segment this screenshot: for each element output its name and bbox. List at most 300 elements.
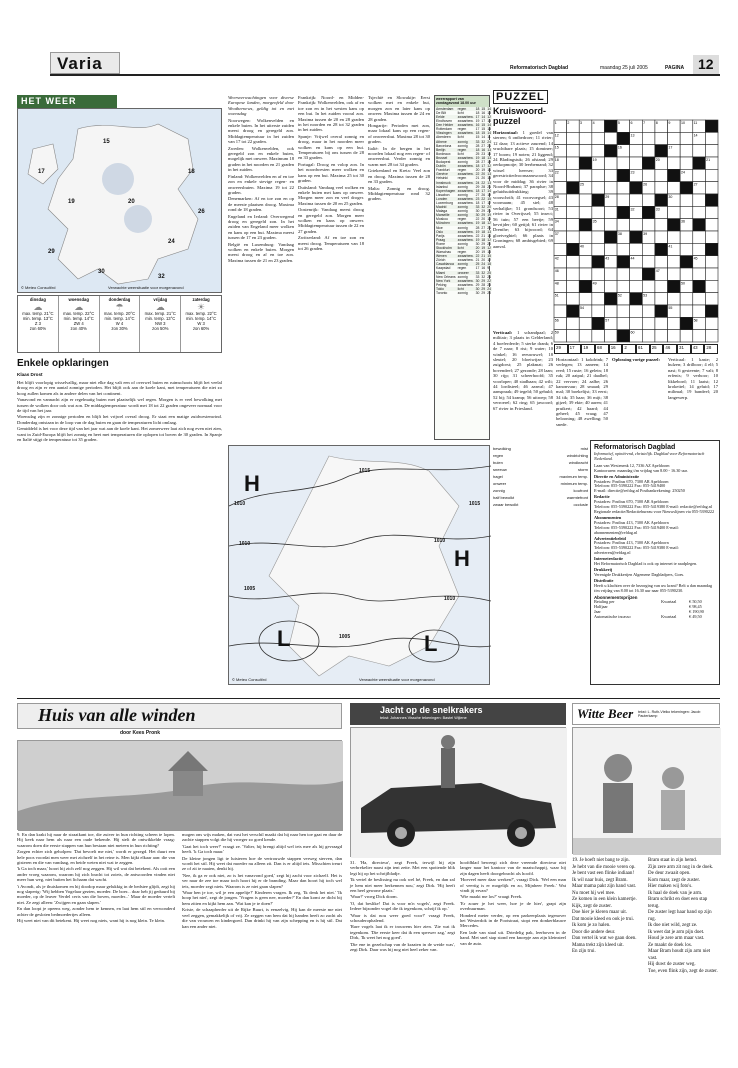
crossword-cell bbox=[655, 293, 668, 305]
crossword-number: 40 bbox=[580, 244, 585, 249]
crossword-block bbox=[567, 182, 580, 194]
crossword-block bbox=[579, 280, 592, 292]
crossword-cell bbox=[693, 305, 706, 317]
city-cell: zonnig bbox=[457, 262, 475, 266]
city-cell: 20 bbox=[475, 168, 480, 173]
city-cell: licht bbox=[457, 287, 475, 291]
crossword-cell bbox=[642, 305, 655, 317]
city-cell: Amsterdam bbox=[435, 107, 457, 111]
rate-cell: Halfjaar bbox=[594, 604, 608, 610]
horizontaal-clues: 1 goedel van sterren; 6 ontbedroer; 11 rivier; 12 daar; 13 actieve zaurend; 14 vruchtbare plaats; 15 dominee; 17 boom; 19 noten; 21 liggend; 24 Bladingstuk; 26 afstand; 29 oerkopmotje; 30 leerbemand; 32 wissel heerser; 33 gerestrictiedvoornaamwoord; 34 voor de middag; 36 rivier in Noord-Brabant; 37 paraplue; 38 geluidsuitdrukking; 39 voorschrift; 41 voorvoegsel; 43 voornaam; 45 stel; 48 verhalijke; 51 grondsoort; 53 rivier in Overijssel; 55 insect; 56 tuin; 57 een beetje; 59 bevrijder; 60 getijd; 61 rivier in Drenthe; 63 bijwoord; 64 gloeiveghiel; 66 plaats in Groningen; 68 ambtsgebied; 69 aanval. bbox=[493, 130, 553, 249]
city-cell: Bordeaux bbox=[436, 151, 451, 156]
forecast-wind: W 3 bbox=[197, 320, 205, 326]
city-cell: regen bbox=[457, 107, 475, 111]
city-cell: 29 bbox=[475, 184, 480, 189]
colophon-line: Redactie bbox=[594, 494, 610, 500]
city-cell: 15 bbox=[481, 123, 486, 128]
city-cell: 14 bbox=[487, 188, 491, 193]
comic2-illustration bbox=[350, 727, 566, 857]
city-cell: 19 bbox=[475, 237, 480, 242]
city-cell: 18 bbox=[475, 110, 480, 115]
city-cell: 20 bbox=[487, 291, 491, 296]
paragraph: Hij weet niet van dit betekent. Hij weet nog niets, want hij is nog klein. Te klein. bbox=[17, 918, 166, 924]
city-cell: 14 bbox=[487, 233, 491, 238]
crossword-cell bbox=[668, 157, 681, 169]
legend-label: regen bbox=[493, 453, 504, 458]
crossword-number: 27 bbox=[693, 182, 698, 187]
colophon-line: Internetredactie bbox=[594, 556, 623, 562]
forecast-sun: zon 50% bbox=[152, 325, 169, 331]
crossword-cell bbox=[642, 169, 655, 181]
paragraph: Frankrijk: Noord- en Midden-Frankrijk: Wolkenvelden, ook af en toe zon en in het westen kans op een bui. In het zuiden vooral zon. Maxima tussen de 20 en 28 graden in het noorden en 28 tot 32 graden in het zuiden. bbox=[298, 95, 364, 133]
city-cell: Eelde bbox=[435, 115, 457, 119]
crossword-block bbox=[630, 231, 643, 243]
city-cell: 18 bbox=[475, 188, 480, 193]
crossword-block bbox=[680, 317, 693, 329]
crossword-cell bbox=[705, 317, 718, 329]
comic1-header bbox=[17, 703, 342, 729]
city-cell: Nice bbox=[436, 225, 443, 230]
city-cell: 19 bbox=[481, 250, 486, 255]
crossword-block bbox=[592, 256, 605, 268]
city-cell: Rotterdam bbox=[436, 127, 452, 132]
crossword-cell bbox=[604, 169, 617, 181]
colophon-line: Heeft u klachten over de bezorging van uw krant? Belt u dan maandag t/m vrijdag van 8.00 tot 16.30 uur naar 055-5390230. bbox=[594, 582, 713, 593]
crossword-cell bbox=[579, 145, 592, 157]
city-cell: zwaarbew. bbox=[457, 254, 474, 259]
crossword-number: 13 bbox=[630, 133, 635, 138]
city-cell: regen bbox=[457, 266, 467, 271]
verse-line: Je hebt van die mooie veren op. bbox=[572, 864, 636, 870]
legend-label: sneeuw bbox=[493, 467, 507, 472]
colophon-line: Postadres: Postbus 670, 7300 AR Apeldoorn bbox=[594, 478, 669, 484]
colophon-line: Regionale redactie/Redactiebureau voor Nieuwslijnen via 055-5390222 bbox=[594, 508, 715, 514]
verse-line: Ik haal de doek van je arm. bbox=[648, 890, 703, 896]
crossword-cell bbox=[705, 280, 718, 292]
legend-label: mist bbox=[580, 446, 588, 451]
crossword-block bbox=[592, 317, 605, 329]
colophon-line: Directie en Administratie bbox=[594, 473, 640, 479]
crossword-number: 55 bbox=[668, 306, 673, 310]
crossword-number: 30 bbox=[668, 195, 673, 199]
paragraph: 'O, dat beslike! Dat is voor m'n vogels', zegt Freek. Iedere bijzonder vogel die ik tegenkom, schrijf ik op.' bbox=[350, 900, 455, 912]
city-cell: 20 bbox=[475, 250, 480, 255]
crossword-block bbox=[655, 145, 668, 157]
verse-line: Ze maakt de doek los. bbox=[648, 942, 693, 948]
crossword-cell bbox=[705, 330, 718, 342]
crossword-cell bbox=[592, 182, 605, 194]
verse-line: Ik wil naar huis, zegt Bram. bbox=[572, 877, 628, 883]
paragraph: Malta: Zonnig en droog. Middagtemperatuur rond 32 graden. bbox=[368, 185, 430, 202]
crossword-number: 45 bbox=[693, 256, 698, 261]
crossword-cell bbox=[705, 169, 718, 181]
crossword-cell bbox=[592, 330, 605, 342]
sun-icon: ☀ bbox=[197, 302, 206, 312]
crossword-cell bbox=[642, 132, 655, 144]
puzzle-title: Kruiswoord-puzzel bbox=[493, 106, 546, 126]
crossword-block bbox=[617, 330, 630, 342]
city-cell: 18 bbox=[475, 164, 480, 169]
crossword-number: 29 bbox=[605, 195, 610, 199]
legend-row bbox=[493, 473, 588, 480]
comic3-credits: tekst: L. Ruth-Vleiko tekeningen: Jacob Pauterkamp bbox=[638, 710, 701, 719]
forecast-day bbox=[59, 296, 100, 352]
city-cell: licht bbox=[457, 135, 464, 140]
crossword-block bbox=[604, 231, 617, 243]
forecast-day bbox=[140, 296, 181, 352]
europe-map-svg bbox=[18, 109, 223, 294]
colophon-line: Abonnementen bbox=[594, 514, 622, 520]
forecast-max: max. temp. 22°C bbox=[63, 311, 95, 316]
crossword-number: 28 bbox=[554, 195, 559, 199]
crossword-cell bbox=[579, 132, 592, 144]
verse-line: Nu moet hij wel mee. bbox=[572, 890, 616, 896]
crossword-cell bbox=[592, 145, 605, 157]
city-cell: 18 bbox=[475, 200, 480, 205]
crossword-cell bbox=[579, 206, 592, 218]
crossword-number: 54 bbox=[580, 306, 585, 310]
city-cell: 28 bbox=[481, 282, 486, 287]
verse-line: Houd je zere arm maar vast. bbox=[648, 936, 705, 941]
crossword-cell bbox=[567, 132, 580, 144]
verse-line: Dat mooie kleed en ook je trui. bbox=[572, 916, 635, 922]
verse-line: Toe, even flink zijn, zegt de zuster. bbox=[648, 968, 718, 974]
crossword-block bbox=[642, 157, 655, 169]
crossword-cell bbox=[567, 280, 580, 292]
city-cell: 20 bbox=[481, 258, 486, 263]
city-cell: zwaarbew. bbox=[457, 155, 474, 160]
crossword-block bbox=[680, 182, 693, 194]
pressure-label: 1015 bbox=[359, 468, 371, 474]
city-cell: zwaarbew. bbox=[457, 221, 474, 226]
comic1-col1 bbox=[17, 832, 175, 1062]
city-cell: 18 bbox=[481, 221, 486, 226]
legend-row bbox=[493, 452, 588, 459]
crossword-block bbox=[693, 157, 706, 169]
forecast-sun: zon 40% bbox=[70, 325, 87, 331]
verticaal-label: Verticaal: bbox=[493, 330, 513, 335]
weather-logo-text: HET WEER bbox=[21, 96, 77, 106]
crossword-cell bbox=[592, 206, 605, 218]
city-table-header: weerrapport van zondagavond 18.00 uur bbox=[435, 96, 489, 107]
city-cell: zwaarbew. bbox=[457, 164, 474, 169]
paragraph: 9. En dan krakt hij naar de straatkant toe, die zuiver in hun richting scheen te lopen. Hij keek naar hem als naar een oude bekende. Hij stelt de ontwikkelde vraag: waarom doen die eerste stappen van hun bestaan niet meteen in hun richting? bbox=[17, 832, 175, 848]
crossword-cell bbox=[579, 330, 592, 342]
crossword-cell bbox=[567, 256, 580, 268]
paragraph: 'Er zouer je het weer, hoe je de hier', grapt zijn overbuurman. bbox=[460, 900, 566, 912]
crossword-number: 19 bbox=[592, 158, 597, 162]
city-cell: 15 bbox=[481, 131, 486, 136]
crossword-cell bbox=[604, 268, 617, 280]
crossword-number: 5 bbox=[617, 121, 620, 125]
city-cell: 24 bbox=[475, 180, 480, 185]
city-cell: Praag bbox=[435, 238, 457, 242]
europe-forecast-col1 bbox=[228, 95, 294, 350]
isobar-caption: Verwachte weersituatie voor morgenavond bbox=[359, 677, 435, 682]
city-cell: 13 bbox=[487, 147, 491, 152]
verse-line: Ik weet dat je arm pijn doet. bbox=[648, 929, 705, 935]
rate-cell: Automatische incasso bbox=[594, 614, 631, 620]
crossword-block bbox=[655, 194, 668, 206]
puzzle-solution-col1 bbox=[556, 357, 608, 437]
crossword-number: 41 bbox=[668, 244, 673, 249]
city-cell: 25 bbox=[475, 262, 480, 267]
city-cell: 17 bbox=[481, 188, 486, 193]
legend-row bbox=[493, 480, 588, 487]
section-title-box bbox=[50, 52, 120, 74]
article-opklaringen bbox=[17, 358, 222, 610]
high-pressure-label: H bbox=[454, 546, 470, 571]
crossword-cell bbox=[630, 243, 643, 255]
city-cell: 30 bbox=[475, 286, 480, 291]
city-cell: 13 bbox=[487, 155, 491, 160]
puzzle-logo-text: PUZZEL bbox=[496, 91, 545, 103]
city-cell: 19 bbox=[487, 192, 491, 197]
page-label: PAGINA bbox=[665, 65, 685, 71]
city-cell: zonnig bbox=[457, 213, 475, 217]
city-cell: 21 bbox=[487, 143, 491, 148]
city-cell: zwaarbew. bbox=[457, 237, 474, 242]
city-cell: 21 bbox=[475, 258, 480, 263]
forecast-day-label: dinsdag bbox=[29, 297, 46, 302]
crossword-cell bbox=[655, 169, 668, 181]
crossword-block bbox=[642, 268, 655, 280]
crossword-number: 1 bbox=[554, 121, 557, 125]
rate-cell: Betaling per bbox=[594, 599, 615, 605]
crossword-cell bbox=[668, 256, 681, 268]
crossword-cell bbox=[655, 219, 668, 231]
comic1-drawing bbox=[18, 741, 343, 831]
crossword-cell bbox=[642, 330, 655, 342]
crossword-number: 16 bbox=[617, 145, 622, 150]
crossword-cell bbox=[630, 157, 643, 169]
city-cell: Kopenhagen bbox=[436, 188, 456, 193]
paragraph: Vanavond en vannacht zijn er regelmatig buien met plaatselijk wel regen. Morgen is er veel bewolking met tussen de wolken door ook wat zon. De middagtemperatuur wordt met 18 tot 22 graden ongeveer normaal voor de tijd van het jaar. bbox=[17, 397, 222, 414]
city-cell: 13 bbox=[487, 172, 491, 177]
map-caption: Verwachte weersituatie voor morgenavond bbox=[108, 285, 184, 290]
city-table-wrap bbox=[434, 95, 490, 440]
verse-line: Kijk, zegt de zuster. bbox=[572, 903, 612, 909]
city-cell: 19 bbox=[475, 229, 480, 234]
comic3-header bbox=[572, 703, 720, 725]
comic3-verse-left bbox=[572, 858, 644, 1063]
comic2-col2 bbox=[460, 860, 566, 1060]
crossword-cell bbox=[693, 169, 706, 181]
city-cell: 29 bbox=[481, 241, 486, 246]
city-cell: zwaarbew. bbox=[457, 282, 474, 287]
city-cell: 12 bbox=[487, 200, 491, 205]
crossword-number: 58 bbox=[693, 318, 698, 323]
city-cell: 11 bbox=[487, 135, 491, 140]
city-cell: 24 bbox=[481, 262, 486, 267]
city-row bbox=[435, 176, 492, 180]
city-cell: 16 bbox=[481, 266, 486, 271]
crossword-cell bbox=[680, 243, 693, 255]
comic2-drawing bbox=[351, 728, 567, 858]
comic2-title: Jacht op de snelkrakers bbox=[380, 705, 483, 715]
city-cell: 24 bbox=[487, 286, 491, 291]
forecast-day-label: zaterdag bbox=[192, 297, 210, 302]
crossword-cell bbox=[567, 145, 580, 157]
verse-line: 19. Je hoeft niet bang te zijn. bbox=[572, 858, 630, 863]
legend-label: minimum temp. bbox=[560, 481, 588, 486]
crossword-cell bbox=[705, 268, 718, 280]
city-cell: 32 bbox=[481, 270, 486, 275]
city-cell: Luxemburg bbox=[436, 200, 453, 205]
crossword-number: 25 bbox=[580, 182, 585, 187]
crossword-block bbox=[579, 219, 592, 231]
crossword-cell bbox=[567, 317, 580, 329]
city-cell: 20 bbox=[481, 176, 486, 181]
solution-row bbox=[554, 344, 718, 354]
crossword-cell bbox=[668, 231, 681, 243]
paragraph: Zwitserland: Af en toe zon en meest droog. Temperaturen van 18 tot 26 graden. bbox=[298, 235, 364, 251]
city-cell: regen bbox=[457, 250, 467, 255]
crossword-cell bbox=[655, 280, 668, 292]
city-cell: 18 bbox=[481, 155, 486, 160]
crossword-cell bbox=[630, 194, 643, 206]
crossword-block bbox=[604, 145, 617, 157]
city-cell: 25 bbox=[487, 270, 491, 275]
city-cell: 22 bbox=[475, 172, 480, 177]
city-cell: 24 bbox=[487, 139, 491, 144]
city-cell: 12 bbox=[487, 221, 491, 226]
paragraph: 'Gaat het toch weer?' vraagt ze. 'Valter, hij brengt altijd wel iets mee als hij gevraagd heeft. 'k Ga toch maar.' bbox=[182, 843, 342, 855]
crossword-block bbox=[693, 219, 706, 231]
crossword-cell bbox=[604, 206, 617, 218]
europe-forecast-col3 bbox=[368, 95, 430, 350]
crossword-cell bbox=[642, 317, 655, 329]
city-cell: 15 bbox=[487, 254, 491, 259]
cloud-sun-icon: ☁ bbox=[33, 302, 43, 312]
crossword-block bbox=[705, 120, 718, 132]
city-cell: 32 bbox=[481, 274, 486, 279]
crossword-cell bbox=[567, 268, 580, 280]
crossword-number: 36 bbox=[680, 219, 685, 224]
city-cell: Parijs bbox=[436, 233, 445, 238]
city-cell: zwaarbew. bbox=[457, 229, 474, 234]
forecast-day-label: woensdag bbox=[68, 297, 89, 302]
paragraph: mogen ons wijs maken, dat vast het verschil maakt dat hij naar hen toe gaat en daar de zachte stappen volgt die hij vroeger zo goed kende. bbox=[182, 832, 342, 843]
city-cell: 18 bbox=[481, 237, 486, 242]
city-cell: 19 bbox=[481, 246, 486, 250]
crossword-number: 31 bbox=[554, 207, 559, 212]
isobar-copyright: © Meteo Consult/rd bbox=[232, 677, 267, 682]
city-cell: 33 bbox=[475, 205, 480, 210]
crossword-block bbox=[655, 243, 668, 255]
rate-cell: Kwartaal bbox=[661, 599, 677, 605]
city-cell: 25 bbox=[475, 151, 480, 156]
city-row bbox=[435, 221, 492, 225]
weather-legend bbox=[493, 445, 588, 685]
crossword-cell bbox=[642, 256, 655, 268]
crossword-cell bbox=[642, 145, 655, 157]
solution-cell: 31 bbox=[677, 344, 691, 354]
city-cell: zwaarbew. bbox=[457, 258, 474, 263]
solution-cell: 43 bbox=[691, 344, 705, 354]
city-cell: zwaarbew. bbox=[457, 278, 474, 283]
comic1-byline: door Kees Pronk bbox=[120, 730, 161, 736]
crossword-cell bbox=[680, 206, 693, 218]
europe-forecast-col2 bbox=[298, 95, 364, 350]
crossword-cell bbox=[668, 293, 681, 305]
crossword-block bbox=[668, 280, 681, 292]
solution-cell: 46 bbox=[663, 344, 677, 354]
crossword-number: 32 bbox=[630, 207, 635, 212]
crossword-number: 9 bbox=[668, 121, 671, 125]
crossword-cell bbox=[604, 280, 617, 292]
rate-cell: Jaar bbox=[594, 609, 601, 615]
pressure-label: 1005 bbox=[244, 586, 256, 592]
city-cell: regen bbox=[457, 168, 467, 173]
city-cell: zonnig bbox=[457, 274, 468, 279]
crossword-svg bbox=[554, 120, 718, 342]
city-cell: 22 bbox=[487, 278, 491, 283]
crossword-cell bbox=[592, 243, 605, 255]
colophon-subtitle: Informatief, opiniërend, christelijk. Dagblad voor Reformatorisch Nederland. bbox=[594, 451, 705, 461]
city-cell: 23 bbox=[487, 282, 491, 287]
city-cell: 20 bbox=[487, 241, 491, 246]
paragraph: Spanje: Vrijwel overal zonnig en droog, maar in het noorden meer wolken en kans op een bui. Temperaturen bij ons tussen de 28 en 33 graden. bbox=[298, 133, 364, 161]
forecast-strip bbox=[17, 295, 222, 353]
city-cell: 30 bbox=[475, 241, 480, 246]
crossword-cell bbox=[655, 317, 668, 329]
city-row bbox=[435, 181, 492, 185]
crossword-number: 20 bbox=[655, 158, 660, 162]
paragraph: België en Luxemburg: Vandaag wolken en enkele buien. Morgen meest droog en af en toe zon. Maxima tussen de 21 en 23 graden. bbox=[228, 241, 294, 263]
crossword-cell bbox=[592, 169, 605, 181]
city-cell: Barcelona bbox=[436, 143, 452, 148]
colophon-line: Telefoon: 055-5390222 Fax: 055-5419400 E-mail: abonnementen@refdag.nl bbox=[594, 524, 679, 535]
city-cell: 17 bbox=[475, 115, 480, 119]
crossword-number: 23 bbox=[630, 170, 635, 175]
crossword-cell bbox=[705, 219, 718, 231]
city-cell: 17 bbox=[475, 266, 480, 271]
paragraph: Finland: Wolkenvelden en af en toe zon en enkele stevige regen- en onweersbuien. Maxima 19 tot 22 graden. bbox=[228, 173, 294, 195]
city-cell: 13 bbox=[487, 110, 491, 115]
pressure-label: 1005 bbox=[339, 634, 351, 640]
legend-label: windrichting bbox=[566, 453, 588, 458]
forecast-wind: NW 3 bbox=[155, 320, 166, 326]
crossword-cell bbox=[617, 280, 630, 292]
rain-icon: ☂ bbox=[115, 302, 124, 312]
city-cell: New Orleans bbox=[436, 274, 456, 279]
forecast-day-label: vrijdag bbox=[153, 297, 168, 302]
city-cell: 21 bbox=[481, 254, 486, 259]
city-cell: Miami bbox=[435, 271, 457, 275]
city-cell: Malaga bbox=[436, 209, 448, 214]
crossword-block bbox=[668, 219, 681, 231]
city-cell: Athene bbox=[435, 140, 457, 144]
forecast-wind: W 4 bbox=[115, 320, 124, 326]
crossword-number: 8 bbox=[655, 121, 658, 125]
rate-cell: € 190,90 bbox=[689, 609, 704, 615]
crossword-cell bbox=[655, 330, 668, 342]
forecast-max: max. temp. 22°C bbox=[185, 311, 217, 316]
crossword-number: 15 bbox=[554, 145, 559, 150]
crossword-cell bbox=[680, 330, 693, 342]
city-cell: regen bbox=[457, 176, 467, 181]
crossword-number: 46 bbox=[554, 269, 559, 273]
paragraph: 'k Ga toch maar,' hoort hij zich zelf nog zeggen. Hij wil wat dat betekent. Als ooit een ander vroeg waarom, waarom hij zich bracht tot zoiets, de antwoorden vinden niet meer hun weg, niet buiten het lichaam dat wacht. bbox=[17, 866, 175, 883]
puzzle-logo bbox=[493, 90, 548, 104]
city-cell: 22 bbox=[481, 196, 486, 201]
colophon-line: Distributie bbox=[594, 577, 614, 583]
paragraph: 'Die ene in gezelschap van de kraaien in de weide was', zegt Dirk. Daar was hij nog niet heel zeker van. bbox=[350, 941, 455, 953]
city-cell: 14 bbox=[481, 135, 486, 140]
oplossing-text: Horizontaal: 1 kokdrink; 7 verlegen; 13 aaneen; 14 reed; 15 ruste; 16 gelein; 18 ruk; 20 aaipul; 21 daalbel; 22 vervoer; 24 aalbe; 26 kanonvuur; 28 smaad; 29 mal; 30 boekelijst; 33 eerst; 34 tik; 35 haar; 36 mijt; 38 gijzel; 39 ekte; 40 aaren; 41 pruikert; 42 haard; 44 geheel; 45 vraag; 47 belooning; 48 zwelling; 50 snede. bbox=[556, 357, 608, 427]
city-cell: 12 bbox=[487, 246, 491, 250]
